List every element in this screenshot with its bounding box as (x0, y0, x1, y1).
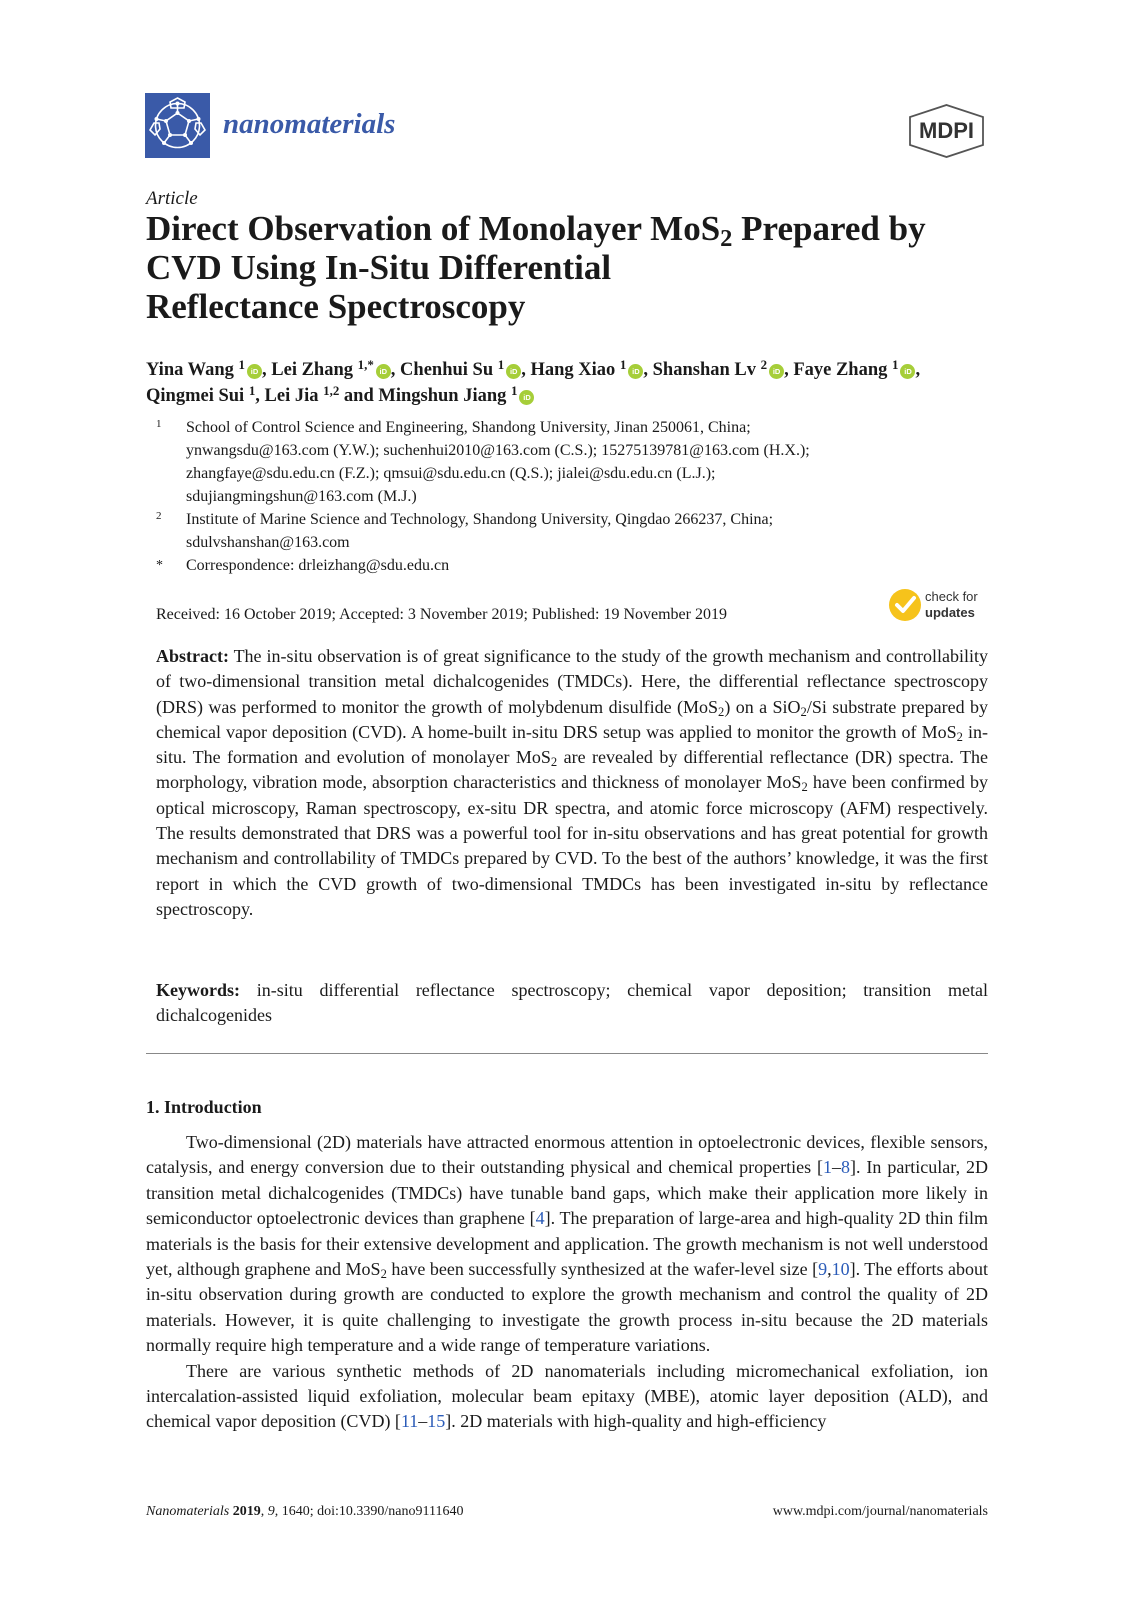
publisher-logo-text: MDPI (919, 118, 974, 143)
affiliation-2 (146, 508, 996, 554)
publisher-logo[interactable] (905, 103, 988, 159)
citation-link[interactable]: 8 (841, 1157, 850, 1178)
orcid-icon[interactable]: iD (376, 364, 391, 379)
author[interactable]: Hang Xiao $^1$ iD (530, 360, 643, 380)
orcid-icon[interactable]: iD (769, 364, 784, 379)
journal-logo (145, 93, 210, 158)
affiliation-mark: * (156, 558, 163, 573)
orcid-icon[interactable]: iD (506, 364, 521, 379)
author[interactable]: Lei Jia $^{1,2}$ (264, 383, 340, 406)
paragraph: There are various synthetic methods of 2D nanomaterials including micromechanical exfoliation, ion intercalation-assisted liquid exfoliation, molecular beam epitaxy (MBE), atomic layer deposition (ALD), and chemical vapor deposition (CVD) [11–15]. 2D materials with high-quality and high-efficiency (146, 1360, 988, 1432)
footer-citation: Nanomaterials 2019, 9, 1640; doi:10.3390/nano9111640 (146, 1504, 464, 1519)
check-for-updates-button[interactable] (888, 588, 988, 628)
title-line-2: CVD Using In-Situ Differential (146, 248, 612, 287)
affiliation-line: zhangfaye@sdu.edu.cn (F.Z.); qmsui@sdu.edu.cn (Q.S.); jialei@sdu.edu.cn (L.J.); (186, 465, 716, 482)
abstract: Abstract: The in-situ observation is of great significance to the study of the growth mechanism and controllability of two-dimensional transition metal dichalcogenides (TMDCs). Here, the differential reflectance spectroscopy (DRS) was performed to monitor the growth of molybdenum disulfide (MoS$_2$) on a SiO$_2$/Si substrate prepared by chemical vapor deposition (CVD). A home-built in-situ DRS setup was applied to monitor the growth of MoS$_2$ in-situ. The formation and evolution of monolayer MoS$_2$ are revealed by differential reflectance (DR) spectra. The morphology, vibration mode, absorption characteristics and thickness of monolayer MoS$_2$ have been confirmed by optical microscopy, Raman spectroscopy, ex-situ DR spectra, and atomic force microscopy (AFM) respectively. The results demonstrated that DRS was a powerful tool for in-situ observations and has great potential for growth mechanism and controllability of TMDCs prepared by CVD. To the best of the authors’ knowledge, it was the first report in which the CVD growth of two-dimensional TMDCs has been investigated in-situ by reflectance spectroscopy. (156, 646, 989, 919)
citation-link[interactable]: 1 (823, 1157, 832, 1178)
author[interactable]: Qingmei Sui $^1$ (146, 383, 256, 406)
title-line-3: Reflectance Spectroscopy (146, 287, 526, 326)
citation-link[interactable]: 15 (427, 1411, 446, 1432)
affiliation-line: sdujiangmingshun@163.com (M.J.) (186, 488, 417, 505)
footer-journal-link[interactable]: www.mdpi.com/journal/nanomaterials (772, 1504, 988, 1519)
orcid-icon[interactable]: iD (900, 364, 915, 379)
citation-link[interactable]: 4 (535, 1208, 545, 1229)
divider (146, 1053, 988, 1054)
citation-link[interactable]: 10 (831, 1259, 850, 1280)
citation-link[interactable]: 11 (400, 1411, 419, 1432)
citation-link[interactable]: 9 (818, 1259, 828, 1280)
section-heading: 1. Introduction (146, 1097, 262, 1117)
abstract-label: Abstract: (156, 646, 229, 666)
orcid-icon[interactable]: iD (628, 364, 643, 379)
publication-dates: Received: 16 October 2019; Accepted: 3 November 2019; Published: 19 November 2019 (156, 606, 727, 623)
affiliation-1 (146, 416, 996, 508)
paragraph: Two-dimensional (2D) materials have attracted enormous attention in optoelectronic devices, flexible sensors, catalysis, and energy conversion due to their outstanding physical and chemical properties [1–8]. In particular, 2D transition metal dichalcogenides (TMDCs) have tunable band gaps, which make their application more likely in semiconductor optoelectronic devices than graphene [4]. The preparation of large-area and high-quality 2D thin film materials is the basis for their extensive development and application. The growth mechanism is not well understood yet, although graphene and MoS$_2$ have been successfully synthesized at the wafer-level size [9,10]. The efforts about in-situ observation during growth are conducted to explore the growth mechanism and control the quality of 2D materials. However, it is quite challenging to investigate the growth process in-situ because the 2D materials normally require high temperature and a wide range of temperature variations. (146, 1132, 988, 1356)
journal-name[interactable]: nanomaterials (223, 108, 396, 140)
affiliation-mark: 2 (156, 510, 162, 522)
check-updates-line-1: check for (925, 589, 978, 604)
title-line-1: Direct Observation of Monolayer MoS$_2$ Prepared by (146, 209, 926, 253)
keywords: Keywords: in-situ differential reflectance spectroscopy; chemical vapor deposition; transition metal dichalcogenides (156, 980, 988, 1026)
affiliation-line: School of Control Science and Engineering, Shandong University, Jinan 250061, China; (186, 419, 751, 436)
orcid-icon[interactable]: iD (247, 364, 262, 379)
author[interactable]: Faye Zhang $^1$ iD (793, 360, 915, 380)
correspondence-line: Correspondence: drleizhang@sdu.edu.cn (186, 557, 450, 574)
correspondence (146, 554, 996, 577)
introduction-body (146, 1130, 988, 1435)
check-updates-line-2: updates (925, 605, 975, 620)
and-word: and (343, 386, 374, 406)
check-icon (888, 588, 922, 622)
author[interactable]: Mingshun Jiang $^1$ iD (378, 386, 534, 406)
author[interactable]: Lei Zhang $^{1,*}$ iD (271, 360, 391, 380)
author[interactable]: Yina Wang $^1$ iD (146, 360, 262, 380)
affiliations (146, 416, 996, 577)
keywords-label: Keywords: (156, 980, 240, 1000)
affiliation-line: sdulvshanshan@163.com (186, 534, 350, 551)
affiliation-line: ynwangsdu@163.com (Y.W.); suchenhui2010@163.com (C.S.); 15275139781@163.com (H.X.); (186, 442, 810, 459)
page-title (146, 209, 996, 326)
article-type: Article (146, 188, 198, 209)
affiliation-line: Institute of Marine Science and Technology, Shandong University, Qingdao 266237, China; (186, 511, 774, 528)
affiliation-mark: 1 (156, 418, 162, 430)
orcid-icon[interactable]: iD (519, 390, 534, 405)
author[interactable]: Chenhui Su $^1$ iD (400, 360, 521, 380)
author-list: Yina Wang $^1$ iD , Lei Zhang $^{1,*}$ iD , Chenhui Su $^1$ iD , Hang Xiao $^1$ iD , Shanshan Lv $^2$ iD , Faye Zhang $^1$ iD , Qingmei Sui $^1$, Lei Jia $^{1,2}$ and Mingshun Jiang $^1$ iD (146, 357, 921, 406)
author[interactable]: Shanshan Lv $^2$ iD (653, 360, 784, 380)
